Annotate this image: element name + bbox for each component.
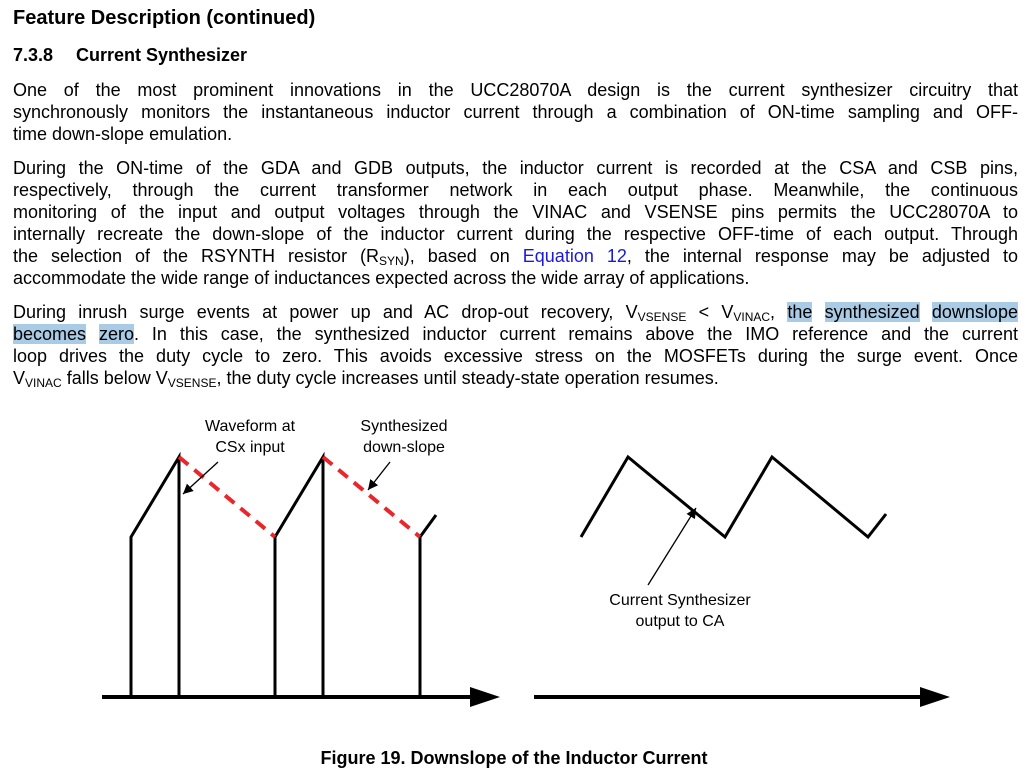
waveform-pointer-arrow [183,462,218,494]
label-line: down-slope [363,439,445,456]
downslope-pointer-arrow [368,462,390,490]
text-segment: ), based on [403,246,510,266]
figure-caption: Figure 19. Downslope of the Inductor Current [320,748,708,768]
csx-waveform-pulse-1 [131,457,179,697]
subscript: VINAC [733,310,771,323]
label-synthesized-downslope [344,416,464,458]
paragraph-1-line-3: time down-slope emulation. [13,124,233,144]
synthesized-downslope-1 [179,457,275,537]
text-segment: the selection of the RSYNTH resistor (R [13,246,380,266]
subsection-number: 7.3.8 [13,45,54,65]
paragraph-2-line-1: During the ON-time of the GDA and GDB outputs, the inductor current is recorded at the CSA and CSB pins, [13,158,1018,178]
text-segment: . In this case, the synthesized inductor current remains above the IMO reference and the current [133,324,1018,344]
label-waveform-at-csx [190,416,310,458]
subscript: VINAC [25,376,62,390]
synthesized-downslope-2 [323,457,420,537]
label-synthesizer-output [590,590,770,632]
equation-12-link[interactable]: Equation 12 [522,246,627,266]
text-segment: falls below V [61,368,168,388]
label-line: Waveform at [204,418,296,435]
highlight-word[interactable]: downslope [931,302,1018,322]
paragraph-1-line-2: synchronously monitors the instantaneous inductor current through a combination of ON-time sampling and OFF- [13,102,1018,122]
label-line: Synthesized [360,418,448,435]
text-segment: , [770,302,776,322]
subsection-title: Current Synthesizer [76,45,248,65]
paragraph-1-line-1: One of the most prominent innovations in the UCC28070A design is the current synthesizer circuitry that [13,80,1018,100]
paragraph-2-line-6: accommodate the wide range of inductances expected across the wide array of applications. [13,268,750,288]
label-line: output to CA [635,613,725,630]
highlight-word[interactable]: zero [98,324,134,344]
paragraph-3-line-3: loop drives the duty cycle to zero. This avoids excessive stress on the MOSFETs during the surge event. Once [13,346,1018,366]
right-axis-arrowhead [920,687,950,707]
paragraph-2-line-4: internally recreate the down-slope of the inductor current during the respective OFF-time of each output. Through [13,224,1018,244]
output-pointer-arrow [648,508,696,585]
paragraph-2-line-2: respectively, through the current transformer network in each output phase. Meanwhile, the continuous [13,180,1018,200]
text-segment: V [13,368,26,388]
highlight-word[interactable]: becomes [13,324,87,344]
text-segment: During inrush surge events at power up and AC drop-out recovery, V [13,302,638,322]
label-line: CSx input [215,439,285,456]
highlight-word[interactable]: synthesized [824,302,920,322]
subscript: VSENSE [637,310,687,323]
label-line: Current Synthesizer [609,592,751,609]
highlight-word[interactable]: the [787,302,813,322]
section-title: Feature Description (continued) [13,7,316,29]
text-segment: < V [686,302,734,322]
left-axis-arrowhead [470,687,500,707]
subscript: VSENSE [167,376,217,390]
subscript: SYN [379,254,404,267]
csx-waveform-pulse-3 [420,515,436,697]
paragraph-2-line-3: monitoring of the input and output voltages through the VINAC and VSENSE pins permits the UCC28070A to [13,202,1018,222]
text-segment: , the duty cycle increases until steady-state operation resumes. [216,368,719,388]
synthesizer-output-waveform [581,457,886,537]
text-segment: , the internal response may be adjusted to [626,246,1018,266]
csx-waveform-pulse-2 [275,457,323,697]
